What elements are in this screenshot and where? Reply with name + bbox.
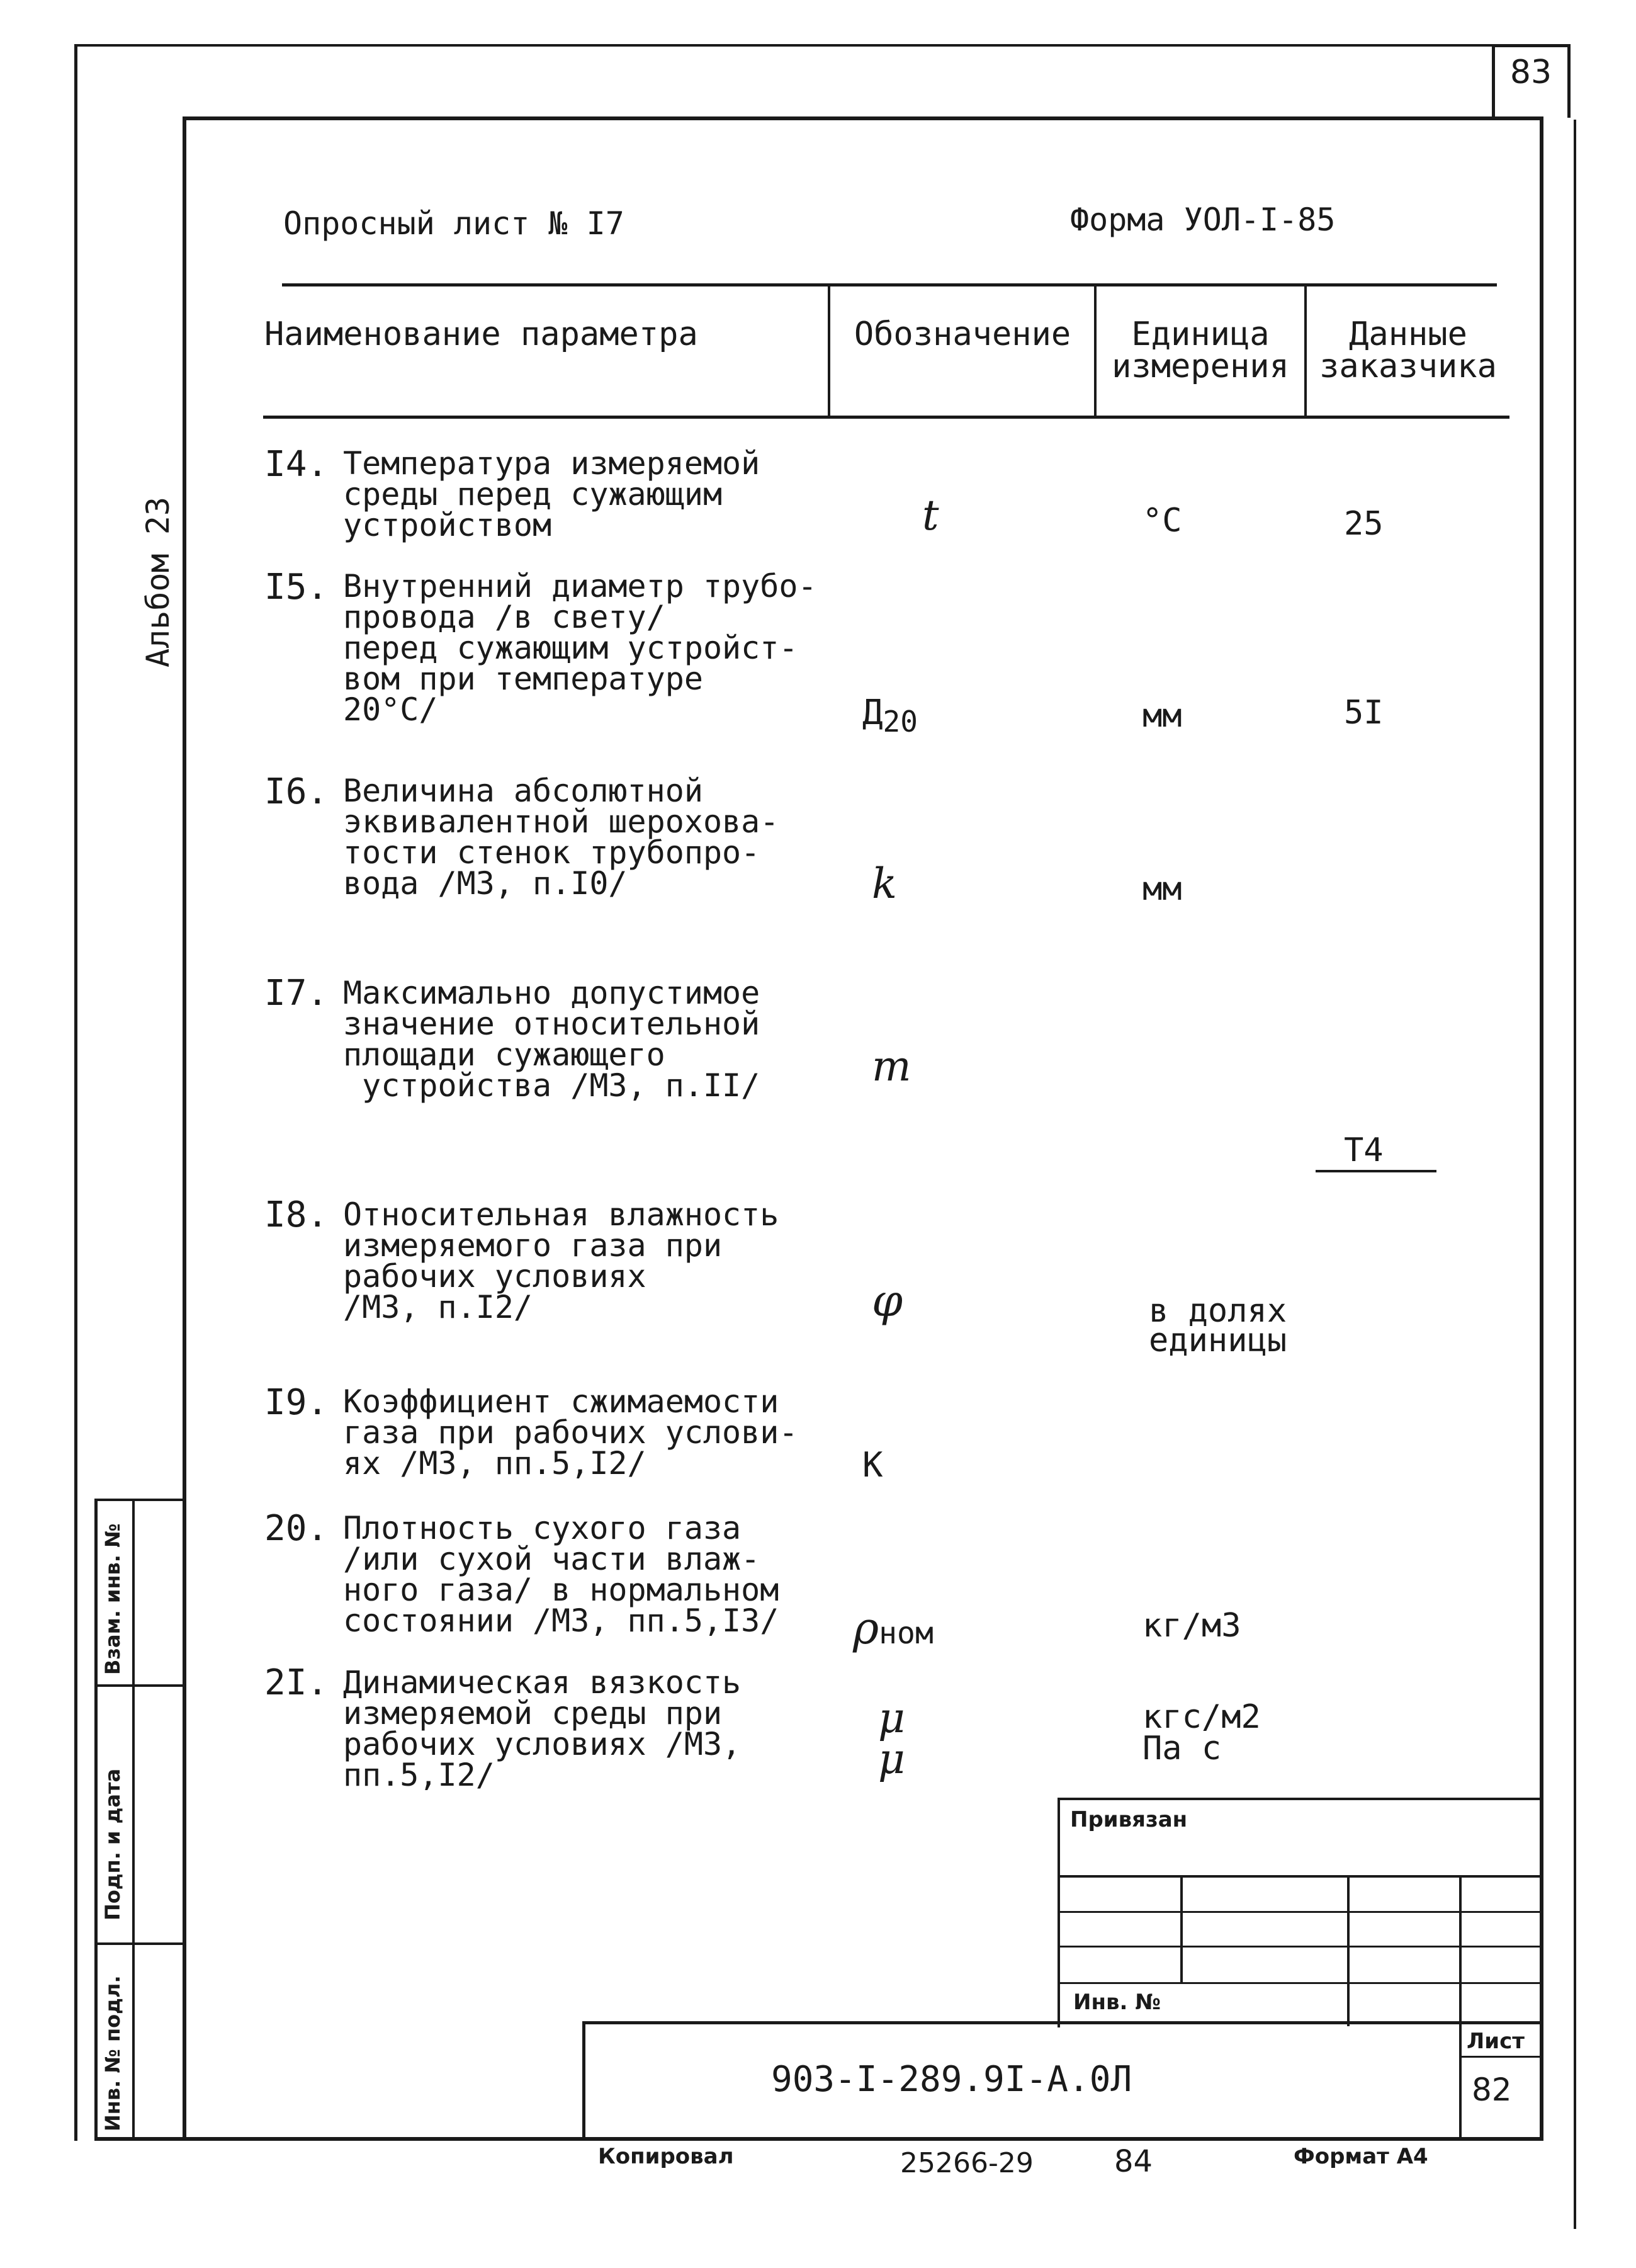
row-21-number: 2I.	[264, 1662, 329, 1703]
col-header-data-2: заказчика	[1319, 348, 1497, 385]
row-14-text: Температура измеряемой среды перед сужающим устройством	[343, 445, 760, 543]
row-16-symbol: k	[872, 859, 897, 908]
t4-underline	[1316, 1170, 1436, 1172]
row-15-text: Внутренний диаметр трубо- провода /в свету/ перед сужающим устройст- вом при температуре 20°С/	[343, 568, 817, 728]
footer-page: 84	[1114, 2144, 1153, 2179]
row-15-unit: мм	[1142, 697, 1182, 735]
col-header-unit-2: измерения	[1112, 348, 1289, 385]
row-18-number: I8.	[264, 1194, 329, 1235]
stamp-privyazan: Привязан	[1070, 1807, 1188, 1832]
col-header-symbol: Обозначение	[854, 315, 1071, 353]
row-14-symbol: t	[922, 491, 939, 540]
table-header-top-rule	[282, 283, 1497, 286]
side-stamp-vzam-inv: Взам. инв. №	[101, 1523, 125, 1675]
footer-format: Формат А4	[1294, 2144, 1428, 2169]
form-code: Форма УОЛ-I-85	[1070, 201, 1336, 238]
row-16-number: I6.	[264, 771, 329, 812]
row-14-number: I4.	[264, 444, 329, 485]
row-20-symbol	[853, 1602, 934, 1654]
col-header-data-1: Данные	[1349, 315, 1467, 353]
row-20-symbol-main: ρ	[853, 1602, 879, 1654]
row-20-unit: кг/м3	[1142, 1607, 1241, 1645]
sheet-label: Лист	[1467, 2029, 1525, 2054]
row-18-unit-2: единицы	[1149, 1322, 1287, 1359]
row-21-unit-1: кгс/м2	[1142, 1698, 1261, 1736]
side-stamp-inv-podl: Инв. № подл.	[101, 1975, 125, 2131]
col-header-unit-1: Единица	[1131, 315, 1270, 353]
row-20-number: 20.	[264, 1508, 329, 1549]
album-label: Альбом 23	[140, 497, 176, 667]
row-19-number: I9.	[264, 1382, 329, 1423]
row-18-text: Относительная влажность измеряемого газа при рабочих условиях /М3, п.I2/	[343, 1196, 779, 1325]
row-19-text: Коэффициент сжимаемости газа при рабочих услови- ях /М3, пп.5,I2/	[343, 1383, 798, 1482]
footer-order: 25266-29	[900, 2147, 1034, 2179]
frame-top	[183, 116, 1543, 120]
row-15-value: 5I	[1344, 694, 1384, 732]
row-14-value: 25	[1344, 505, 1384, 543]
row-19-symbol: К	[862, 1445, 883, 1485]
row-15-number: I5.	[264, 567, 329, 608]
row-18-unit-1: в долях	[1149, 1292, 1287, 1330]
row-15-symbol-sub: 20	[883, 704, 918, 739]
row-17-text: Максимально допустимое значение относительной площади сужающего устройства /М3, п.II/	[343, 975, 760, 1104]
col-header-name: Наименование параметра	[264, 315, 698, 353]
frame-bottom	[94, 2137, 1543, 2141]
row-15-symbol	[862, 693, 918, 739]
frame-left	[183, 116, 186, 2141]
form-title: Опросный лист № I7	[283, 205, 624, 242]
row-20-symbol-sub: ном	[879, 1616, 934, 1651]
footer-copied: Копировал	[598, 2144, 734, 2169]
side-stamp-podp-data: Подп. и дата	[101, 1768, 125, 1920]
doc-code: 903-I-289.9I-A.0Л	[771, 2059, 1132, 2100]
row-21-symbol-2: μ	[878, 1735, 905, 1783]
frame-right	[1540, 116, 1543, 2141]
row-21-unit-2: Па с	[1142, 1730, 1222, 1767]
stamp-inv-no: Инв. №	[1073, 1990, 1161, 2015]
row-17-number: I7.	[264, 973, 329, 1014]
row-21-text: Динамическая вязкость измеряемой среды при рабочих условиях /М3, пп.5,I2/	[343, 1664, 742, 1793]
row-17-value-t4: T4	[1344, 1131, 1384, 1169]
row-17-symbol: m	[872, 1042, 911, 1091]
row-21-symbol-1: μ	[878, 1694, 905, 1742]
row-15-symbol-main: Д	[862, 693, 883, 732]
row-18-symbol: φ	[872, 1275, 903, 1327]
sheet-number: 82	[1472, 2072, 1512, 2108]
row-16-unit: мм	[1142, 870, 1182, 908]
row-20-text: Плотность сухого газа /или сухой части влаж- ного газа/ в нормальном состоянии /М3, пп.5,I3/	[343, 1510, 779, 1639]
page-number: 83	[1509, 54, 1552, 91]
row-14-unit: °C	[1142, 502, 1182, 540]
table-header-bottom-rule	[263, 416, 1509, 419]
row-16-text: Величина абсолютной эквивалентной шерохова- тости стенок трубопро- вода /М3, п.I0/	[343, 773, 779, 902]
